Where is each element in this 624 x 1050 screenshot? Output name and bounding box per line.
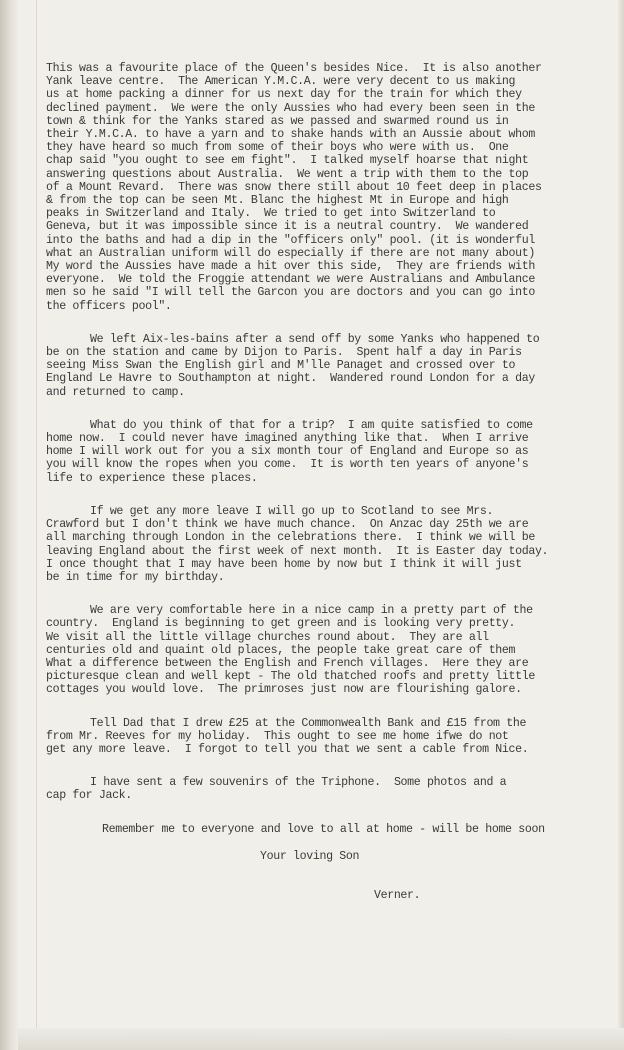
paragraph-trip-thoughts: [46, 419, 618, 485]
text-line: If we get any more leave I will go up to Scotland to see Mrs.: [90, 504, 494, 518]
text-line: picturesque clean and well kept - The old thatched roofs and pretty little: [46, 670, 535, 684]
page-right-edge: [618, 0, 624, 1050]
text-line: of a Mount Revard. There was snow there still about 10 feet deep in places: [46, 180, 542, 194]
text-line: us at home packing a dinner for us next day for the train for which they: [46, 88, 522, 102]
text-line: declined payment. We were the only Aussies who had every been seen in the: [46, 101, 535, 115]
text-line: home I will work out for you a six month tour of England and Europe so as: [46, 445, 529, 459]
text-line: and returned to camp.: [46, 385, 185, 399]
text-line: you will know the ropes when you come. It is worth ten years of anyone's: [46, 458, 529, 472]
text-line: men so he said "I will tell the Garcon you are doctors and you can go into: [46, 286, 535, 300]
text-line: get any more leave. I forgot to tell you that we sent a cable from Nice.: [46, 742, 529, 756]
paragraph-more-leave: [46, 505, 618, 584]
paragraph-money: [46, 717, 618, 757]
typed-letter: [46, 62, 618, 902]
text-line: We left Aix-les-bains after a send off by some Yanks who happened to: [90, 332, 540, 346]
text-line: seeing Miss Swan the English girl and M'lle Panaget and crossed over to: [46, 359, 516, 373]
text-line: be on the station and came by Dijon to Paris. Spent half a day in Paris: [46, 346, 522, 360]
text-line: Crawford but I don't think we have much chance. On Anzac day 25th we are: [46, 518, 529, 532]
paragraph-camp-england: [46, 604, 618, 696]
closing-remember: Remember me to everyone and love to all at home - will be home soon: [102, 822, 545, 836]
closing-valediction: Your loving Son: [260, 849, 360, 863]
text-line: their Y.M.C.A. to have a yarn and to shake hands with an Aussie about whom: [46, 128, 535, 142]
text-line: the officers pool".: [46, 299, 172, 313]
text-line: Tell Dad that I drew £25 at the Commonwealth Bank and £15 from the: [90, 716, 527, 730]
text-line: into the baths and had a dip in the "officers only" pool. (it is wonderful: [46, 233, 535, 247]
text-line: We are very comfortable here in a nice camp in a pretty part of the: [90, 604, 533, 618]
text-line: all marching through London in the celebrations there. I think we will be: [46, 531, 535, 545]
paragraph-aix-les-bains: [46, 62, 618, 313]
text-line: My word the Aussies have made a hit over this side, They are friends with: [46, 260, 535, 274]
paragraph-journey-home: [46, 333, 618, 399]
text-line: We visit all the little village churches round about. They are all: [46, 630, 489, 644]
text-line: I once thought that I may have been home by now but I think it will just: [46, 557, 522, 571]
text-line: leaving England about the first week of next month. It is Easter day today.: [46, 544, 549, 558]
text-line: answering questions about Australia. We went a trip with them to the top: [46, 167, 529, 181]
text-line: Geneva, but it was impossible since it is a neutral country. We wandered: [46, 220, 529, 234]
text-line: town & think for the Yanks stared as we passed and swarmed round us in: [46, 114, 509, 128]
text-line: what an Australian uniform will do especially if there are not many about): [46, 246, 535, 260]
text-line: they have heard so much from some of their boys who were with us. One: [46, 141, 509, 155]
text-line: be in time for my birthday.: [46, 570, 225, 584]
text-line: & from the top can be seen Mt. Blanc the highest Mt in Europe and high: [46, 194, 509, 208]
binding-margin-line: [36, 0, 37, 1050]
text-line: Yank leave centre. The American Y.M.C.A. were very decent to us making: [46, 75, 516, 89]
text-line: This was a favourite place of the Queen's besides Nice. It is also another: [46, 62, 542, 75]
text-line: centuries old and quaint old places, the people take great care of them: [46, 643, 516, 657]
text-line: cap for Jack.: [46, 789, 132, 803]
text-line: What a difference between the English and French villages. Here they are: [46, 656, 529, 670]
signature: Verner.: [374, 888, 421, 902]
text-line: from Mr. Reeves for my holiday. This ought to see me home ifwe do not: [46, 729, 509, 743]
text-line: What do you think of that for a trip? I am quite satisfied to come: [90, 418, 533, 432]
text-line: I have sent a few souvenirs of the Triphone. Some photos and a: [90, 776, 507, 790]
text-line: chap said "you ought to see em fight". I talked myself hoarse that night: [46, 154, 529, 168]
paragraph-souvenirs: [46, 776, 618, 802]
text-line: life to experience these places.: [46, 471, 258, 485]
text-line: everyone. We told the Froggie attendant we were Australians and Ambulance: [46, 273, 535, 287]
page-bottom-edge: [18, 1028, 624, 1050]
binding-spine: [0, 0, 18, 1050]
text-line: home now. I could never have imagined anything like that. When I arrive: [46, 432, 529, 446]
text-line: country. England is beginning to get green and is looking very pretty.: [46, 617, 516, 631]
text-line: peaks in Switzerland and Italy. We tried to get into Switzerland to: [46, 207, 496, 221]
text-line: England Le Havre to Southampton at night. Wandered round London for a day: [46, 372, 535, 386]
text-line: cottages you would love. The primroses just now are flourishing galore.: [46, 683, 522, 697]
